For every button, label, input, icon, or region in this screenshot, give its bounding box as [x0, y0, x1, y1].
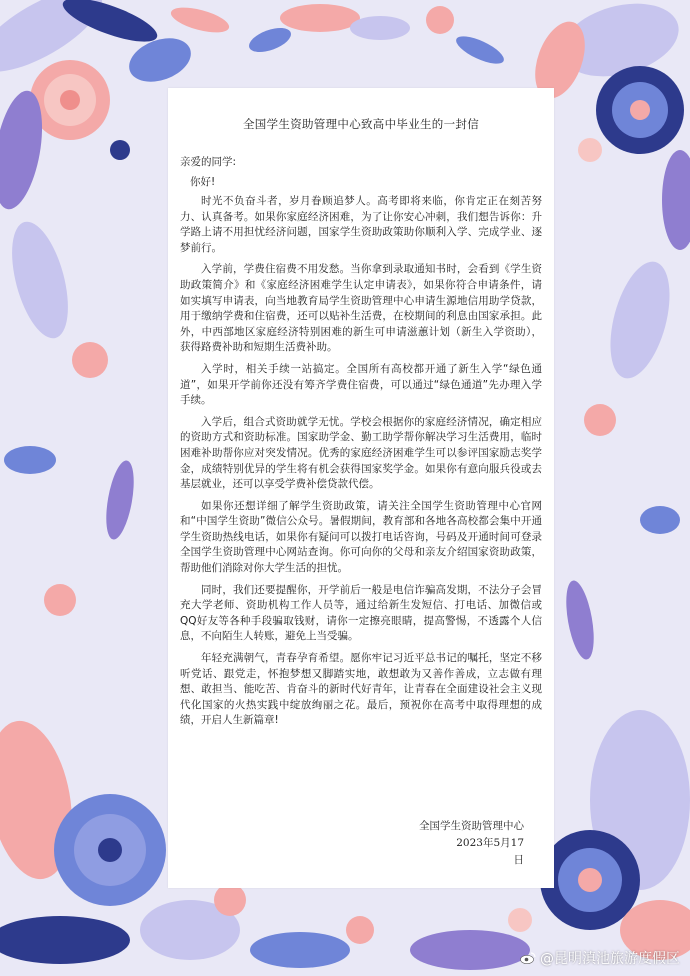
letter-hello: 你好!	[190, 176, 216, 188]
floral-side-right	[561, 255, 680, 661]
watermark-text: @昆明滇池旅游度假区	[540, 951, 680, 967]
letter-paragraph: 同时，我们还要提醒你，开学前后一般是电信诈骗高发期，不法分子会冒充大学老师、资助机构工作人员等，通过给新生发短信、打电话、加微信或QQ好友等各种手段骗取钱财，请你一定擦亮眼睛，提高警惕，不透露个人信息，不向陌生人转账，避免上当受骗。	[180, 583, 542, 643]
letter-body	[180, 194, 542, 735]
letter-greeting: 亲爱的同学:	[180, 156, 237, 168]
letter-title: 全国学生资助管理中心致高中毕业生的一封信	[243, 117, 479, 131]
letter-paragraph: 入学时，相关手续一站搞定。全国所有高校都开通了新生入学“绿色通道”，如果开学前你还没有筹齐学费住宿费，可以通过“绿色通道”先办理入学手续。	[180, 362, 542, 407]
letter-paragraph: 时光不负奋斗者，岁月眷顾追梦人。高考即将来临，你肯定正在刻苦努力、认真备考。如果你家庭经济困难，为了让你安心冲刺，我们想告诉你：升学路上请不用担忧经济问题，国家学生资助政策助你顺利入学、完成学业、逐梦前行。	[180, 195, 542, 254]
floral-side-left	[1, 216, 138, 616]
letter-paragraph: 入学前，学费住宿费不用发愁。当你拿到录取通知书时，会看到《学生资助政策简介》和《家庭经济困难学生认定申请表》，如果你符合申请条件，请如实填写申请表，向当地教育局学生资助管理中心申请生源地信用助学贷款，用于缴纳学费和住宿费，还可以贴补生活费，在校期间的利息由国家承担。此外，中西部地区家庭经济特别困难的新生可申请滋蕙计划（新生入学资助），获得路费补助和短期生活费补助。	[180, 263, 542, 354]
weibo-watermark	[520, 948, 680, 968]
letter-signature-block	[364, 818, 524, 869]
floral-cluster-top-center	[246, 4, 507, 69]
letter-date-suffix: 日	[513, 854, 524, 866]
weibo-icon	[520, 952, 536, 964]
letter-paragraph: 入学后，组合式资助就学无忧。学校会根据你的家庭经济情况，确定相应的资助方式和资助标准。国家助学金、勤工助学帮你解决学习生活费用，临时困难补助帮你应对突发情况。优秀的家庭经济困难学生可以参评国家励志奖学金，成绩特别优异的学生将有机会获得国家奖学金。如果你有意向服兵役或去基层就业，还可以享受学费补偿贷款代偿。	[180, 415, 542, 491]
letter-paper	[168, 88, 554, 888]
letter-signature: 全国学生资助管理中心	[419, 820, 524, 832]
letter-paragraph: 年轻充满朝气，青春孕育希望。愿你牢记习近平总书记的嘱托，坚定不移听党话、跟党走，怀抱梦想又脚踏实地，敢想敢为又善作善成，立志做有理想、敢担当、能吃苦、肯奋斗的新时代好青年，让青春在全面建设社会主义现代化国家的火热实践中绽放绚丽之花。最后，预祝你在高考中取得理想的成绩，开启人生新篇章!	[180, 652, 542, 727]
letter-paragraph: 如果你还想详细了解学生资助政策，请关注全国学生资助管理中心官网和“中国学生资助”微信公众号。暑假期间，教育部和各地各高校都会集中开通学生资助热线电话，如果你有疑问可以拨打电话咨询，号码及开通时间可登录全国学生资助管理中心网站查询。你可向你的父母和亲友介绍国家资助政策，帮助他们消除对你大学生活的担忧。	[180, 499, 542, 575]
letter-date: 2023年5月17	[456, 837, 524, 849]
